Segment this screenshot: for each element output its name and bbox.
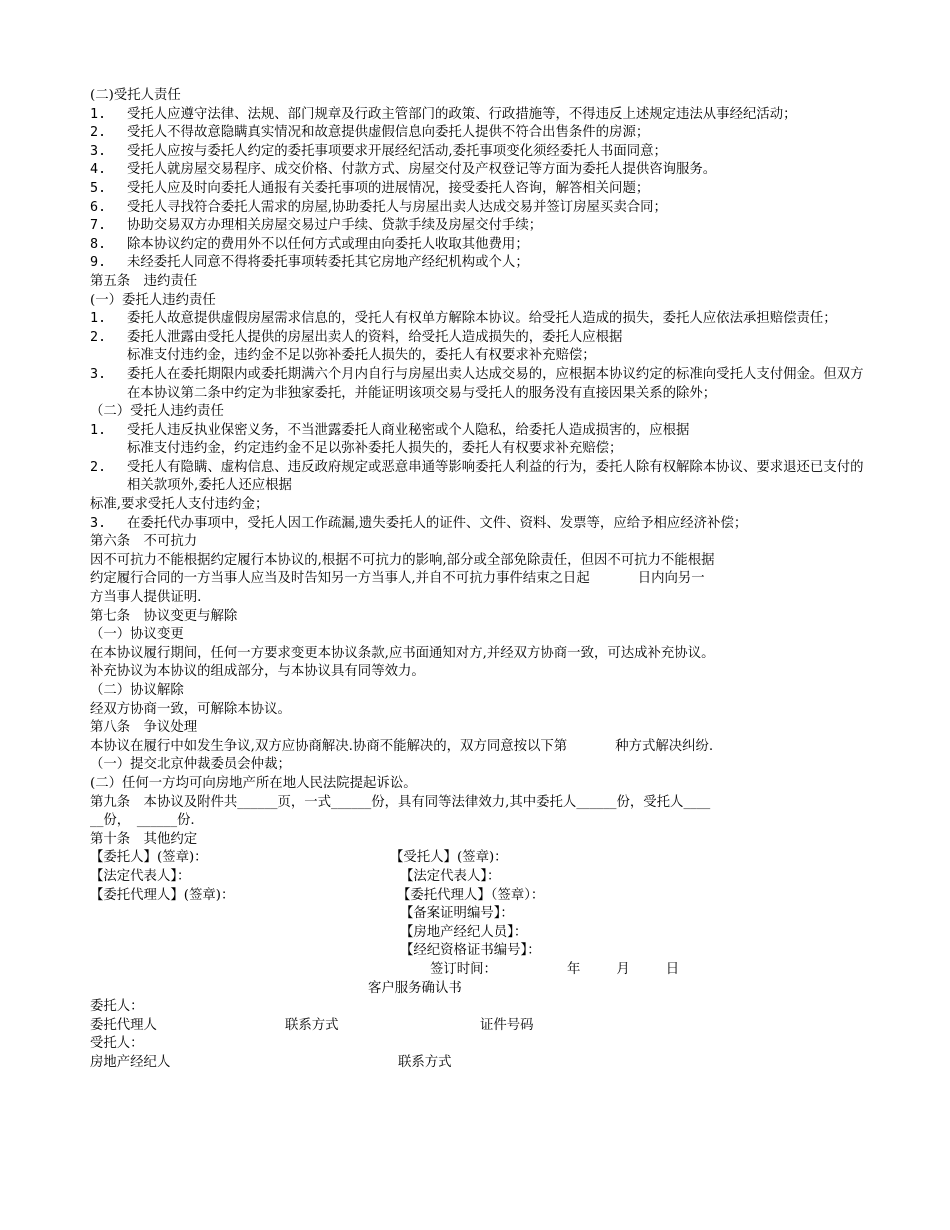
option-line: (二）任何一方均可向房地产所在地人民法院提起诉讼。 <box>90 775 417 791</box>
item-number: 3. <box>90 515 107 531</box>
item-text: 受托人应遵守法律、法规、部门规章及行政主管部门的政策、行政措施等，不得违反上述规定违法从事经纪活动； <box>127 106 797 122</box>
list-item <box>90 366 865 403</box>
section-heading-terminate: （二）协议解除 <box>90 683 184 698</box>
section-heading-agent-duty: (二)受托人责任 <box>90 88 181 103</box>
confirmation-broker-row <box>90 1054 865 1073</box>
list-item <box>90 515 865 534</box>
item-continuation: 标准,要求受托人支付违约金； <box>90 497 269 513</box>
paragraph-line: 经双方协商一致，可解除本协议。 <box>90 701 291 717</box>
list-item <box>90 143 865 162</box>
item-text: 受托人就房屋交易程序、成交价格、付款方式、房屋交付及产权登记等方面为委托人提供咨询服务。 <box>127 162 717 178</box>
option-line: （一）提交北京仲裁委员会仲裁； <box>90 757 291 773</box>
signature-row <box>90 887 865 906</box>
confirmation-proxy-row <box>90 1017 865 1036</box>
agent-breach-list <box>90 422 865 534</box>
section-heading-agent-breach: （二）受托人违约责任 <box>90 404 224 420</box>
item-number: 1. <box>90 311 107 327</box>
paragraph-text: 约定履行合同的一方当事人应当及时告知另一方当事人,并自不可抗力事件结束之日起 <box>90 571 590 587</box>
item-text: 未经委托人同意不得将委托事项转委托其它房地产经纪机构或个人； <box>127 255 529 271</box>
signing-time-label: 签订时间： <box>430 961 497 977</box>
item-text: 委托人故意提供虚假房屋需求信息的，受托人有权单方解除本协议。给受托人造成的损失，委托人应依法承担赔偿责任； <box>127 311 837 327</box>
list-item <box>90 180 865 199</box>
confirmation-client-label: 委托人： <box>90 999 144 1015</box>
client-proxy-label: 【委托代理人】(签章)： <box>90 887 235 903</box>
item-number: 4. <box>90 162 107 178</box>
confirmation-title: 客户服务确认书 <box>368 980 462 996</box>
list-item <box>90 217 865 236</box>
paragraph-line: 因不可抗力不能根据约定履行本协议的,根据不可抗力的影响,部分或全部免除责任，但因不可抗力不能根据 <box>90 552 715 568</box>
list-item <box>90 329 865 366</box>
paragraph-line <box>90 738 865 757</box>
item-text: 在委托代办事项中，受托人因工作疏漏,遗失委托人的证件、文件、资料、发票等，应给予相应经济补偿； <box>127 515 748 531</box>
list-item <box>90 310 865 329</box>
paragraph-line <box>90 570 865 589</box>
item-number: 6. <box>90 199 107 215</box>
item-number: 1. <box>90 422 107 438</box>
article-8-title: 第八条 争议处理 <box>90 720 198 736</box>
list-item <box>90 124 865 143</box>
item-number: 7. <box>90 218 107 234</box>
article-10-title: 第十条 其他约定 <box>90 831 198 847</box>
item-text: 委托人在委托期限内或委托期满六个月内自行与房屋出卖人达成交易的，应根据本协议约定的标准向受托人支付佣金。但双方在本协议第二条中约定为非独家委托，并能证明该项交易与受托人的服务没有直接因果关系的除外； <box>127 366 864 401</box>
client-legal-rep-label: 【法定代表人】： <box>90 868 191 884</box>
article-9-line: __份， ______份. <box>90 813 195 829</box>
paragraph-line: 补充协议为本协议的组成部分，与本协议具有同等效力。 <box>90 664 425 680</box>
item-number: 2. <box>90 459 107 475</box>
signature-row <box>90 849 865 868</box>
agent-proxy-label: 【委托代理人】（签章）： <box>397 887 545 903</box>
list-item <box>90 459 865 496</box>
list-item <box>90 161 865 180</box>
client-signature-label: 【委托人】(签章)： <box>90 850 208 866</box>
item-number: 9. <box>90 255 107 271</box>
confirmation-agent-label: 受托人： <box>90 1036 144 1052</box>
item-text: 受托人应按与委托人约定的委托事项要求开展经纪活动,委托事项变化须经委托人书面同意； <box>127 143 667 159</box>
item-number: 1. <box>90 106 107 122</box>
broker-label: 【房地产经纪人员】： <box>400 924 528 940</box>
section-heading-client-breach: (一）委托人违约责任 <box>90 292 216 308</box>
article-9-line: 第九条 本协议及附件共______页，一式______份，具有同等法律效力,其中委托人______份，受托人____ <box>90 794 711 810</box>
item-text: 受托人寻找符合委托人需求的房屋,协助委托人与房屋出卖人达成交易并签订房屋买卖合同； <box>127 199 667 215</box>
item-text-line: 委托人泄露由受托人提供的房屋出卖人的资料，给受托人造成损失的，委托人应根据 <box>127 329 623 345</box>
paragraph-line: 在本协议履行期间，任何一方要求变更本协议条款,应书面通知对方,并经双方协商一致，可达成补充协议。 <box>90 645 715 661</box>
list-item <box>90 254 865 273</box>
client-breach-list <box>90 310 865 403</box>
paragraph-text: 日内向另一 <box>637 571 705 587</box>
item-text: 协助交易双方办理相关房屋交易过户手续、贷款手续及房屋交付手续； <box>127 218 543 234</box>
broker-name-label: 房地产经纪人 <box>90 1054 171 1070</box>
contact-label: 联系方式 <box>398 1054 452 1070</box>
contact-label: 联系方式 <box>285 1017 339 1033</box>
agent-legal-rep-label: 【法定代表人】： <box>400 868 501 884</box>
list-item <box>90 422 865 459</box>
month-label: 月 <box>616 961 630 977</box>
item-text: 受托人有隐瞒、虚构信息、违反政府规定或恶意串通等影响委托人利益的行为，委托人除有权解除本协议、要求退还已支付的相关款项外,委托人还应根据 <box>127 459 864 494</box>
item-number: 3. <box>90 143 107 159</box>
id-number-label: 证件号码 <box>480 1017 534 1033</box>
article-6-title: 第六条 不可抗力 <box>90 534 198 550</box>
section-heading-change: （一）协议变更 <box>90 627 184 643</box>
record-number-label: 【备案证明编号】： <box>400 906 514 922</box>
list-item <box>90 199 865 218</box>
agent-signature-label: 【受托人】(签章)： <box>390 850 508 866</box>
item-text: 除本协议约定的费用外不以任何方式或理由向委托人收取其他费用； <box>127 236 529 252</box>
list-item <box>90 106 865 125</box>
article-5-title: 第五条 违约责任 <box>90 273 198 289</box>
item-number: 2. <box>90 329 107 345</box>
item-text-line: 标准支付违约金，违约金不足以弥补委托人损失的，委托人有权要求补充赔偿； <box>127 348 596 364</box>
item-text-line: 标准支付违约金，约定违约金不足以弥补委托人损失的，委托人有权要求补充赔偿； <box>127 441 623 457</box>
signing-date-row <box>90 961 865 980</box>
year-label: 年 <box>566 961 581 977</box>
certificate-number-label: 【经纪资格证书编号】： <box>400 943 541 959</box>
item-text: 受托人应及时向委托人通报有关委托事项的进展情况，接受委托人咨询，解答相关问题； <box>127 180 650 196</box>
item-number: 8. <box>90 236 107 252</box>
list-item <box>90 236 865 255</box>
item-text: 受托人不得故意隐瞒真实情况和故意提供虚假信息向委托人提供不符合出售条件的房源； <box>127 125 650 141</box>
signature-row <box>90 868 865 887</box>
paragraph-text: 本协议在履行中如发生争议,双方应协商解决.协商不能解决的，双方同意按以下第 <box>90 738 568 754</box>
proxy-label: 委托代理人 <box>90 1017 157 1033</box>
day-label: 日 <box>665 961 680 977</box>
agent-duty-list <box>90 106 865 273</box>
item-number: 5. <box>90 180 107 196</box>
document-page <box>90 87 865 1072</box>
paragraph-text: 种方式解决纠纷. <box>615 738 714 754</box>
item-text-line: 受托人违反执业保密义务，不当泄露委托人商业秘密或个人隐私，给委托人造成损害的，应根据 <box>127 422 690 438</box>
paragraph-line: 方当事人提供证明. <box>90 590 202 606</box>
item-number: 3. <box>90 366 107 382</box>
item-number: 2. <box>90 125 107 141</box>
article-7-title: 第七条 协议变更与解除 <box>90 608 238 624</box>
